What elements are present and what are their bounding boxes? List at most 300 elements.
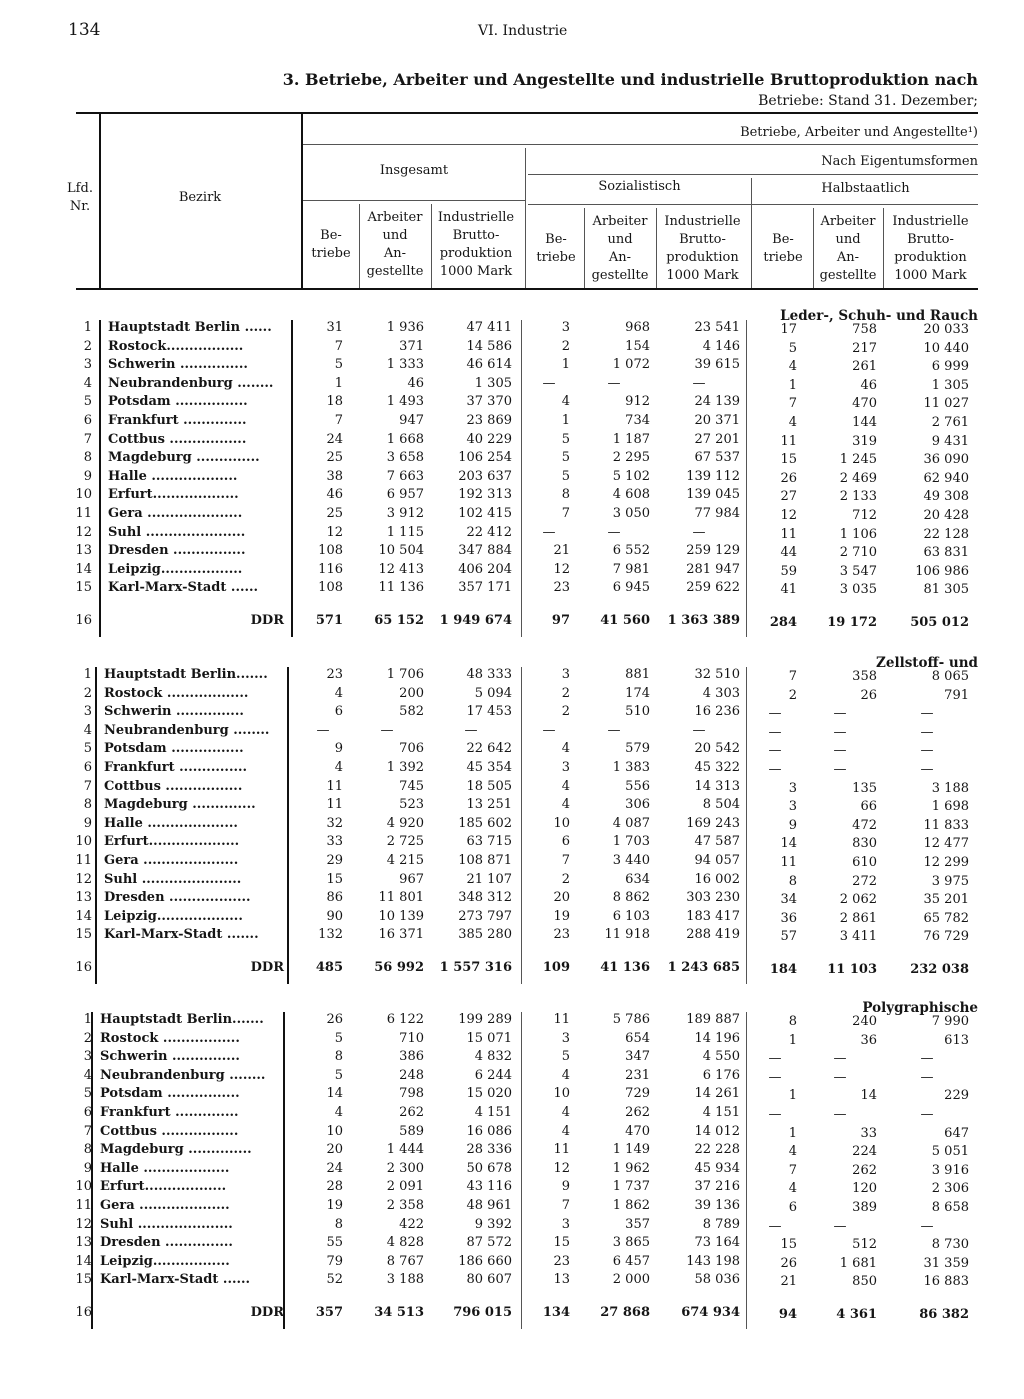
- table-cell: 22 128: [923, 526, 969, 542]
- table-cell: 15 071: [466, 1030, 512, 1046]
- table-cell: 3: [561, 320, 570, 335]
- table-cell: 11: [780, 855, 797, 870]
- table-cell: 10: [553, 1086, 570, 1102]
- table-cell: 6 103: [612, 908, 650, 924]
- colhead-insgesamt-betriebe: Be-: [320, 228, 342, 243]
- table-cell: 37 370: [466, 394, 512, 410]
- bezirk-name: Neubrandenburg ........: [104, 722, 270, 738]
- table-cell: —: [692, 722, 706, 738]
- table-cell: 116: [318, 561, 343, 577]
- table-cell: 14 012: [694, 1123, 740, 1139]
- table-cell: 8 789: [702, 1216, 740, 1232]
- table-cell: 2: [561, 704, 570, 720]
- table-cell: 8: [788, 1014, 797, 1029]
- total-cell: 485: [315, 960, 343, 975]
- bezirk-name: Hauptstadt Berlin ......: [108, 320, 272, 335]
- table-cell: 186 660: [458, 1253, 512, 1269]
- table-cell: 4: [561, 778, 570, 794]
- total-cell: 4 361: [836, 1307, 877, 1322]
- table-cell: 1: [788, 1125, 797, 1141]
- table-cell: 6: [334, 704, 343, 720]
- table-cell: 22 412: [466, 524, 512, 540]
- total-cell: 41 136: [600, 960, 650, 975]
- table-cell: 5: [561, 468, 570, 484]
- table-cell: 19: [326, 1198, 343, 1213]
- table-cell: 4 920: [386, 815, 424, 831]
- row-number: 15: [75, 1272, 92, 1288]
- table-cell: 41: [780, 582, 797, 598]
- table-cell: 135: [852, 780, 877, 796]
- table-cell: 12: [780, 508, 797, 523]
- table-cell: 36: [860, 1032, 877, 1048]
- table-cell: 12: [326, 524, 343, 540]
- colhead-insgesamt-betriebe: triebe: [311, 246, 351, 261]
- table-cell: 1 493: [386, 394, 424, 410]
- total-cell: 94: [778, 1307, 797, 1322]
- table-cell: 45 354: [466, 760, 512, 775]
- table-cell: 4: [561, 1067, 570, 1083]
- bezirk-name: Gera ....................: [100, 1198, 230, 1213]
- table-cell: 1 936: [386, 320, 424, 335]
- table-cell: 5: [561, 450, 570, 466]
- colhead-halbstaatlich-brutto: 1000 Mark: [894, 268, 967, 283]
- table-cell: 589: [399, 1123, 424, 1139]
- table-cell: 3 050: [612, 506, 650, 521]
- bezirk-name: Neubrandenburg ........: [108, 375, 274, 391]
- table-cell: —: [768, 743, 782, 759]
- table-cell: 1 698: [931, 799, 969, 815]
- table-cell: 3 188: [931, 780, 969, 796]
- table-cell: 106 254: [458, 450, 512, 466]
- row-number: 2: [83, 338, 92, 354]
- column-divider: [521, 1012, 522, 1329]
- table-cell: 183 417: [686, 908, 740, 924]
- table-cell: 712: [852, 508, 877, 523]
- running-head: VI. Industrie: [478, 23, 568, 39]
- table-cell: 3 547: [839, 563, 877, 579]
- bezirk-name: Halle ...................: [100, 1160, 230, 1176]
- table-cell: 1: [788, 377, 797, 393]
- table-cell: 1 862: [612, 1198, 650, 1213]
- table-cell: 36 090: [923, 452, 969, 468]
- bezirk-name: Gera .....................: [108, 506, 243, 521]
- table-cell: 5: [334, 357, 343, 373]
- table-cell: 17: [780, 322, 797, 337]
- total-cell: 97: [551, 613, 570, 628]
- total-cell: 86 382: [919, 1307, 969, 1322]
- table-cell: 1 305: [474, 375, 512, 391]
- table-cell: 33: [326, 834, 343, 850]
- header-rule-sub: [528, 204, 978, 205]
- table-cell: 32 510: [694, 667, 740, 682]
- table-cell: 77 984: [694, 506, 740, 521]
- colhead-halbstaatlich-arbeiter: und: [835, 232, 861, 247]
- table-cell: 25: [326, 450, 343, 466]
- table-cell: 23: [553, 580, 570, 596]
- table-cell: 4: [561, 1105, 570, 1120]
- bezirk-name: Potsdam ................: [100, 1086, 240, 1102]
- row-number: 5: [83, 1086, 92, 1102]
- table-cell: 11 801: [378, 890, 424, 906]
- ddr-total-label: DDR: [250, 613, 284, 628]
- total-cell: 674 934: [681, 1305, 740, 1320]
- bezirk-name: Cottbus .................: [104, 778, 243, 794]
- table-cell: 192 313: [458, 487, 512, 503]
- table-cell: 3: [561, 760, 570, 775]
- colhead-insgesamt-arbeiter: und: [382, 228, 408, 243]
- table-cell: 9 392: [474, 1216, 512, 1232]
- colhead-sozialistisch-betriebe: triebe: [536, 250, 576, 265]
- table-cell: 7 663: [386, 468, 424, 484]
- bezirk-name: Halle ....................: [104, 815, 238, 831]
- bezirk-name: Magdeburg ..............: [108, 450, 260, 466]
- table-cell: 7: [561, 853, 570, 868]
- table-cell: 94 057: [694, 853, 740, 868]
- colhead-sozialistisch-arbeiter: Arbeiter: [592, 214, 648, 229]
- table-cell: 1 245: [839, 452, 877, 468]
- table-cell: 4: [788, 359, 797, 375]
- table-cell: 11: [780, 433, 797, 449]
- bezirk-name: Dresden ..................: [104, 890, 251, 906]
- table-cell: 3 658: [386, 450, 424, 466]
- ddr-total-label: DDR: [250, 960, 284, 975]
- bezirk-name: Suhl ......................: [104, 871, 242, 887]
- table-cell: —: [833, 1218, 847, 1234]
- table-cell: 16 002: [694, 871, 740, 887]
- table-cell: 7 990: [931, 1014, 969, 1029]
- table-cell: 67 537: [694, 450, 740, 466]
- table-cell: 102 415: [458, 506, 512, 521]
- total-cell: 357: [315, 1305, 343, 1320]
- table-cell: 203 637: [458, 468, 512, 484]
- colhead-halbstaatlich-brutto: Industrielle: [892, 214, 969, 229]
- colhead-sozialistisch-brutto: Brutto-: [679, 232, 726, 247]
- row-number: 11: [75, 1198, 92, 1213]
- table-cell: 14 261: [694, 1086, 740, 1102]
- header-halbstaatlich: Halbstaatlich: [821, 181, 910, 196]
- table-cell: 2 133: [839, 489, 877, 505]
- row-number: 1: [83, 320, 92, 335]
- table-cell: 6 552: [612, 543, 650, 559]
- table-cell: 385 280: [458, 927, 512, 943]
- table-cell: 76 729: [923, 929, 969, 945]
- row-number: 13: [75, 890, 92, 906]
- bezirk-name: Karl-Marx-Stadt .......: [104, 927, 259, 943]
- table-cell: 745: [399, 778, 424, 794]
- table-cell: 62 940: [923, 470, 969, 486]
- table-cell: 27 201: [694, 431, 740, 447]
- table-cell: 2: [561, 685, 570, 701]
- table-cell: 20 033: [923, 322, 969, 337]
- table-cell: 15: [780, 1237, 797, 1253]
- table-cell: 63 715: [466, 834, 512, 850]
- table-cell: 5: [334, 1030, 343, 1046]
- table-cell: 14 313: [694, 778, 740, 794]
- bezirk-name: Magdeburg ..............: [100, 1142, 252, 1158]
- table-cell: 881: [625, 667, 650, 682]
- table-cell: 3: [561, 1030, 570, 1046]
- colhead-sozialistisch-brutto: 1000 Mark: [666, 268, 739, 283]
- table-cell: 224: [852, 1144, 877, 1160]
- row-number: 15: [75, 927, 92, 943]
- bezirk-name: Gera .....................: [104, 853, 239, 868]
- table-cell: 15: [326, 871, 343, 887]
- table-cell: —: [833, 743, 847, 759]
- table-cell: 39 615: [694, 357, 740, 373]
- table-cell: —: [920, 1218, 934, 1234]
- table-cell: 4 828: [386, 1235, 424, 1251]
- table-cell: 2 295: [612, 450, 650, 466]
- table-cell: 7: [788, 669, 797, 684]
- bezirk-name: Potsdam ................: [108, 394, 248, 410]
- colhead-insgesamt-brutto: Industrielle: [437, 210, 515, 225]
- table-cell: 2 725: [386, 834, 424, 850]
- table-cell: 49 308: [923, 489, 969, 505]
- table-cell: 23 541: [694, 320, 740, 335]
- table-cell: 37 216: [694, 1179, 740, 1195]
- table-cell: 4 146: [702, 338, 740, 354]
- table-cell: 120: [852, 1181, 877, 1197]
- table-cell: 12 477: [923, 836, 969, 852]
- table-cell: 12 299: [923, 855, 969, 870]
- table-cell: 23: [553, 927, 570, 943]
- table-cell: 24 139: [694, 394, 740, 410]
- table-cell: 1: [334, 375, 343, 391]
- table-cell: 556: [625, 778, 650, 794]
- table-cell: 200: [399, 685, 424, 701]
- bezirk-name: Suhl .....................: [100, 1216, 233, 1232]
- table-cell: 6 957: [386, 487, 424, 503]
- header-bezirk: Bezirk: [178, 190, 222, 205]
- table-cell: 66: [860, 799, 877, 815]
- table-cell: 1: [561, 413, 570, 428]
- bezirk-name: Potsdam ................: [104, 741, 244, 757]
- table-cell: 1 115: [386, 524, 424, 540]
- table-cell: 47 587: [694, 834, 740, 850]
- header-divider-insgesamt: [525, 148, 526, 288]
- ddr-total-label: DDR: [250, 1305, 284, 1320]
- table-cell: 4 832: [474, 1049, 512, 1065]
- table-cell: —: [920, 743, 934, 759]
- table-cell: 14: [326, 1086, 343, 1102]
- table-cell: 3: [561, 1216, 570, 1232]
- table-cell: —: [833, 1069, 847, 1085]
- table-cell: 11 027: [923, 396, 969, 412]
- table-cell: 80 607: [466, 1272, 512, 1288]
- table-cell: 347: [625, 1049, 650, 1065]
- colhead-halbstaatlich-betriebe: triebe: [763, 250, 803, 265]
- table-subtitle: Betriebe: Stand 31. Dezember;: [758, 93, 978, 109]
- total-cell: 27 868: [600, 1305, 650, 1320]
- table-cell: 7: [788, 1162, 797, 1178]
- table-cell: 1 106: [839, 526, 877, 542]
- column-divider: [95, 667, 97, 984]
- table-cell: 79: [326, 1253, 343, 1269]
- bezirk-name: Halle ...................: [108, 468, 238, 484]
- total-cell: 505 012: [910, 615, 969, 630]
- table-cell: 7: [561, 506, 570, 521]
- row-number: 7: [83, 1123, 92, 1139]
- table-cell: 144: [852, 415, 877, 430]
- total-cell: 41 560: [600, 613, 650, 628]
- table-cell: 4 608: [612, 487, 650, 503]
- table-cell: 108: [318, 580, 343, 596]
- bezirk-name: Leipzig.................: [100, 1253, 230, 1269]
- table-cell: 20: [326, 1142, 343, 1158]
- header-sozialistisch: Sozialistisch: [598, 179, 681, 194]
- table-cell: 65 782: [923, 910, 969, 926]
- table-cell: 29: [326, 853, 343, 868]
- table-cell: 48 961: [466, 1198, 512, 1213]
- total-cell: 134: [542, 1305, 570, 1320]
- table-cell: 4: [788, 1144, 797, 1160]
- table-cell: 4 550: [702, 1049, 740, 1065]
- header-rule-main: [303, 144, 978, 145]
- row-number: 2: [83, 1030, 92, 1046]
- colhead-insgesamt-brutto: Brutto-: [452, 228, 500, 243]
- row-number: 13: [75, 1235, 92, 1251]
- table-cell: 35 201: [923, 892, 969, 908]
- table-cell: 288 419: [686, 927, 740, 943]
- table-cell: 1 333: [386, 357, 424, 373]
- row-number: 4: [83, 1067, 92, 1083]
- table-cell: 59: [780, 563, 797, 579]
- table-cell: 758: [852, 322, 877, 337]
- bezirk-name: Leipzig..................: [108, 561, 243, 577]
- table-cell: 34: [780, 892, 797, 908]
- table-cell: —: [833, 724, 847, 740]
- table-cell: 5: [334, 1067, 343, 1083]
- bezirk-name: Leipzig...................: [104, 908, 243, 924]
- colhead-halbstaatlich-arbeiter: Arbeiter: [820, 214, 876, 229]
- table-cell: 8: [334, 1049, 343, 1065]
- table-cell: 1 962: [612, 1160, 650, 1176]
- table-cell: 1 305: [931, 377, 969, 393]
- table-cell: 3 975: [931, 873, 969, 889]
- row-number: 12: [75, 524, 92, 540]
- table-cell: 169 243: [686, 815, 740, 831]
- table-cell: 4: [334, 760, 343, 775]
- column-divider: [746, 667, 747, 984]
- table-cell: 19: [553, 908, 570, 924]
- bezirk-name: Karl-Marx-Stadt ......: [108, 580, 259, 596]
- total-cell: 1 243 685: [667, 960, 740, 975]
- table-cell: 229: [944, 1088, 969, 1104]
- table-cell: 6 999: [931, 359, 969, 375]
- table-cell: 303 230: [686, 890, 740, 906]
- table-cell: 1: [788, 1032, 797, 1048]
- table-cell: —: [768, 1218, 782, 1234]
- bezirk-name: Neubrandenburg ........: [100, 1067, 266, 1083]
- column-divider: [521, 667, 522, 984]
- table-cell: 357: [625, 1216, 650, 1232]
- bezirk-name: Schwerin ...............: [108, 357, 248, 373]
- bezirk-name: Erfurt..................: [100, 1179, 227, 1195]
- table-cell: 21: [780, 1274, 797, 1290]
- bezirk-name: Rostock .................: [100, 1030, 240, 1046]
- table-cell: 11 136: [378, 580, 424, 596]
- row-number: 14: [75, 561, 92, 577]
- column-divider: [746, 1012, 747, 1329]
- table-cell: —: [768, 724, 782, 740]
- bezirk-name: Hauptstadt Berlin.......: [104, 667, 268, 682]
- table-cell: 14: [780, 836, 797, 852]
- row-number: 14: [75, 1253, 92, 1269]
- row-number: 7: [83, 431, 92, 447]
- table-cell: 33: [860, 1125, 877, 1141]
- column-divider: [287, 667, 289, 984]
- bezirk-name: Magdeburg ..............: [104, 797, 256, 813]
- table-cell: 10 504: [378, 543, 424, 559]
- table-cell: 3: [561, 667, 570, 682]
- table-cell: 947: [399, 413, 424, 428]
- row-number: 1: [83, 1012, 92, 1027]
- row-number: 16: [75, 1305, 92, 1320]
- table-cell: 199 289: [458, 1012, 512, 1027]
- table-cell: 5 051: [931, 1144, 969, 1160]
- table-cell: 729: [625, 1086, 650, 1102]
- table-cell: 6 945: [612, 580, 650, 596]
- table-cell: 647: [944, 1125, 969, 1141]
- table-cell: 470: [852, 396, 877, 412]
- table-cell: 23 869: [466, 413, 512, 428]
- table-cell: 613: [944, 1032, 969, 1048]
- row-number: 9: [83, 815, 92, 831]
- row-number: 15: [75, 580, 92, 596]
- colhead-insgesamt-brutto: 1000 Mark: [439, 264, 513, 279]
- table-cell: 710: [399, 1030, 424, 1046]
- colhead-halbstaatlich-arbeiter: An-: [836, 250, 860, 265]
- table-cell: 15 020: [466, 1086, 512, 1102]
- table-cell: —: [316, 722, 330, 738]
- table-cell: 3 188: [386, 1272, 424, 1288]
- table-cell: 46 614: [466, 357, 512, 373]
- table-cell: 3: [788, 799, 797, 815]
- table-cell: 9: [334, 741, 343, 757]
- table-cell: —: [607, 375, 621, 391]
- header-top-rule: [76, 112, 978, 114]
- table-cell: 262: [852, 1162, 877, 1178]
- bezirk-name: Hauptstadt Berlin.......: [100, 1012, 264, 1027]
- table-cell: 2 358: [386, 1198, 424, 1213]
- table-cell: 57: [780, 929, 797, 945]
- table-cell: 4: [561, 1123, 570, 1139]
- table-cell: 912: [625, 394, 650, 410]
- colhead-insgesamt-brutto: produktion: [439, 246, 513, 261]
- row-number: 7: [83, 778, 92, 794]
- table-cell: 22 642: [466, 741, 512, 757]
- table-cell: 48 333: [466, 667, 512, 682]
- table-cell: 248: [399, 1067, 424, 1083]
- table-cell: —: [920, 706, 934, 722]
- row-number: 5: [83, 394, 92, 410]
- bezirk-name: Frankfurt ...............: [104, 760, 248, 775]
- colhead-insgesamt-arbeiter: gestellte: [366, 264, 424, 279]
- table-cell: 63 831: [923, 545, 969, 561]
- colhead-insgesamt-arbeiter: An-: [383, 246, 407, 261]
- table-cell: 6: [561, 834, 570, 850]
- colhead-sozialistisch-betriebe: Be-: [545, 232, 567, 247]
- table-cell: 281 947: [686, 561, 740, 577]
- table-cell: 523: [399, 797, 424, 813]
- table-cell: —: [542, 524, 556, 540]
- column-divider: [99, 320, 101, 637]
- total-cell: 1 363 389: [667, 613, 740, 628]
- row-number: 14: [75, 908, 92, 924]
- table-cell: 8 730: [931, 1237, 969, 1253]
- table-cell: 306: [625, 797, 650, 813]
- table-cell: 4: [334, 1105, 343, 1120]
